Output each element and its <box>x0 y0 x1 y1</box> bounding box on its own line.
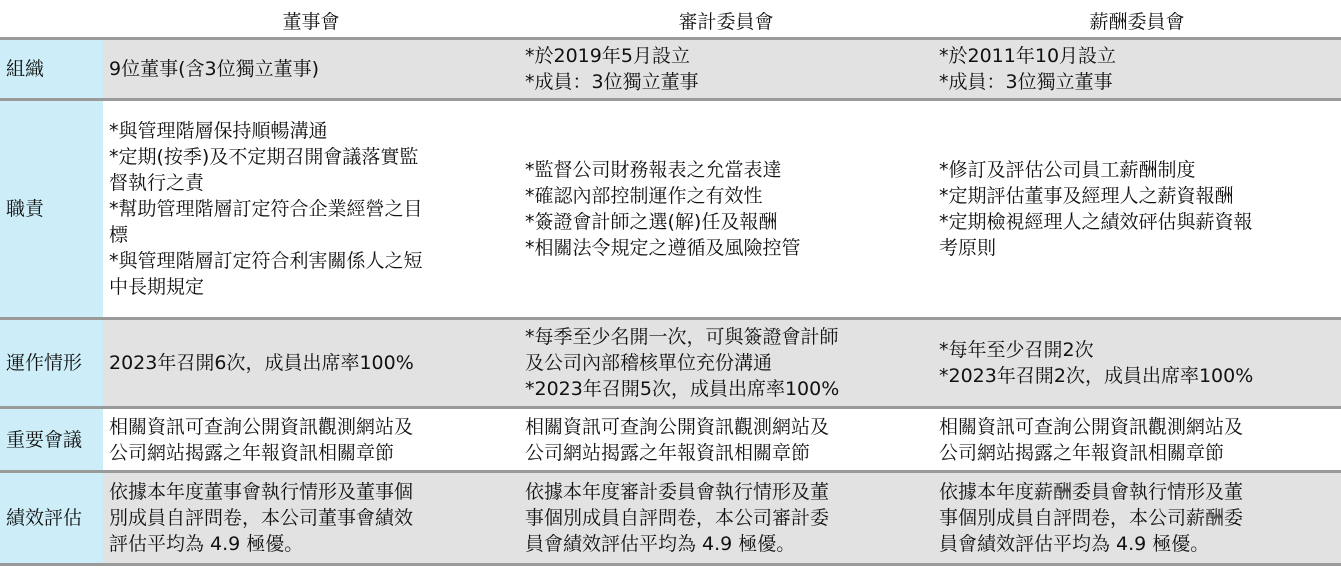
cell-line: *每年至少召開2次 <box>939 339 1094 361</box>
row-label-responsibilities: 職責 <box>0 100 103 319</box>
cell-evaluation-remuneration <box>933 472 1341 565</box>
cell-operations-audit <box>519 319 933 408</box>
cell-line: *每季至少名開一次，可與簽證會計師 <box>525 326 839 348</box>
cell-organization-remuneration <box>933 39 1341 100</box>
cell-line: 事個別成員自評問卷，本公司薪酬委 <box>939 507 1244 529</box>
cell-line: 督執行之責 <box>109 172 205 194</box>
cell-line: 公司網站揭露之年報資訊相關章節 <box>109 441 395 464</box>
cell-line: *於2019年5月設立 <box>525 45 690 67</box>
cell-line: *定期(按季)及不定期召開會議落實監 <box>109 146 419 168</box>
cell-line: *2023年召開2次，成員出席率100% <box>939 365 1254 387</box>
cell-evaluation-board <box>103 472 519 565</box>
cell-operations-board <box>103 319 519 408</box>
cell-line: *相關法令規定之遵循及風險控管 <box>525 237 801 259</box>
cell-line: 依據本年度薪酬委員會執行情形及董 <box>939 481 1244 503</box>
row-label-important-meetings: 重要會議 <box>0 408 103 472</box>
row-organization <box>0 39 1341 100</box>
row-operations <box>0 319 1341 408</box>
cell-line: 別成員自評問卷，本公司董事會績效 <box>109 507 414 529</box>
cell-line: *監督公司財務報表之允當表達 <box>525 159 782 181</box>
row-important-meetings <box>0 408 1341 472</box>
cell-meetings-board <box>103 408 519 472</box>
row-label-operations: 運作情形 <box>0 319 103 408</box>
row-label-organization: 組織 <box>0 39 103 100</box>
cell-line: *成員：3位獨立董事 <box>939 71 1113 93</box>
cell-line: 相關資訊可查詢公開資訊觀測網站及 <box>525 415 830 438</box>
cell-line: 標 <box>109 224 129 246</box>
cell-line: *與管理階層保持順暢溝通 <box>109 120 328 142</box>
cell-line: 及公司內部稽核單位充份溝通 <box>525 352 773 374</box>
cell-evaluation-audit <box>519 472 933 565</box>
cell-line: *定期評估董事及經理人之薪資報酬 <box>939 185 1234 207</box>
cell-line: 考原則 <box>939 237 997 259</box>
cell-line: 相關資訊可查詢公開資訊觀測網站及 <box>939 415 1244 438</box>
cell-line: 公司網站揭露之年報資訊相關章節 <box>525 441 811 464</box>
cell-line: 2023年召開6次，成員出席率100% <box>109 352 414 374</box>
cell-line: 依據本年度董事會執行情形及董事個 <box>109 481 414 503</box>
cell-line: 公司網站揭露之年報資訊相關章節 <box>939 441 1225 464</box>
header-audit-committee: 審計委員會 <box>519 0 933 39</box>
cell-line: *2023年召開5次，成員出席率100% <box>525 378 840 400</box>
cell-line: *與管理階層訂定符合利害關係人之短 <box>109 250 423 272</box>
cell-responsibilities-remuneration <box>933 100 1341 319</box>
cell-organization-audit <box>519 39 933 100</box>
cell-line: *確認內部控制運作之有效性 <box>525 185 763 207</box>
cell-line: 評估平均為 4.9 極優。 <box>109 533 304 555</box>
cell-line: *修訂及評估公司員工薪酬制度 <box>939 159 1196 181</box>
cell-line: 依據本年度審計委員會執行情形及董 <box>525 481 830 503</box>
header-corner <box>0 0 103 39</box>
cell-responsibilities-board <box>103 100 519 319</box>
cell-line: *定期檢視經理人之績效砰估與薪資報 <box>939 211 1253 233</box>
cell-meetings-remuneration <box>933 408 1341 472</box>
header-row <box>0 0 1341 39</box>
header-board: 董事會 <box>103 0 519 39</box>
cell-responsibilities-audit <box>519 100 933 319</box>
cell-line: 相關資訊可查詢公開資訊觀測網站及 <box>109 415 414 438</box>
cell-line: *幫助管理階層訂定符合企業經營之目 <box>109 198 423 220</box>
cell-line: *於2011年10月設立 <box>939 45 1117 67</box>
cell-line: *簽證會計師之選(解)任及報酬 <box>525 211 778 233</box>
cell-line: 中長期規定 <box>109 276 205 298</box>
cell-line: 員會績效評估平均為 4.9 極優。 <box>525 533 796 555</box>
cell-line: 事個別成員自評問卷，本公司審計委 <box>525 507 830 529</box>
row-responsibilities <box>0 100 1341 319</box>
cell-line: *成員：3位獨立董事 <box>525 71 699 93</box>
cell-line: 9位董事(含3位獨立董事) <box>109 58 320 80</box>
cell-operations-remuneration <box>933 319 1341 408</box>
row-performance-evaluation <box>0 472 1341 565</box>
cell-meetings-audit <box>519 408 933 472</box>
row-label-performance-evaluation: 績效評估 <box>0 472 103 565</box>
cell-organization-board <box>103 39 519 100</box>
header-remuneration-committee: 薪酬委員會 <box>933 0 1341 39</box>
cell-line: 員會績效評估平均為 4.9 極優。 <box>939 533 1210 555</box>
